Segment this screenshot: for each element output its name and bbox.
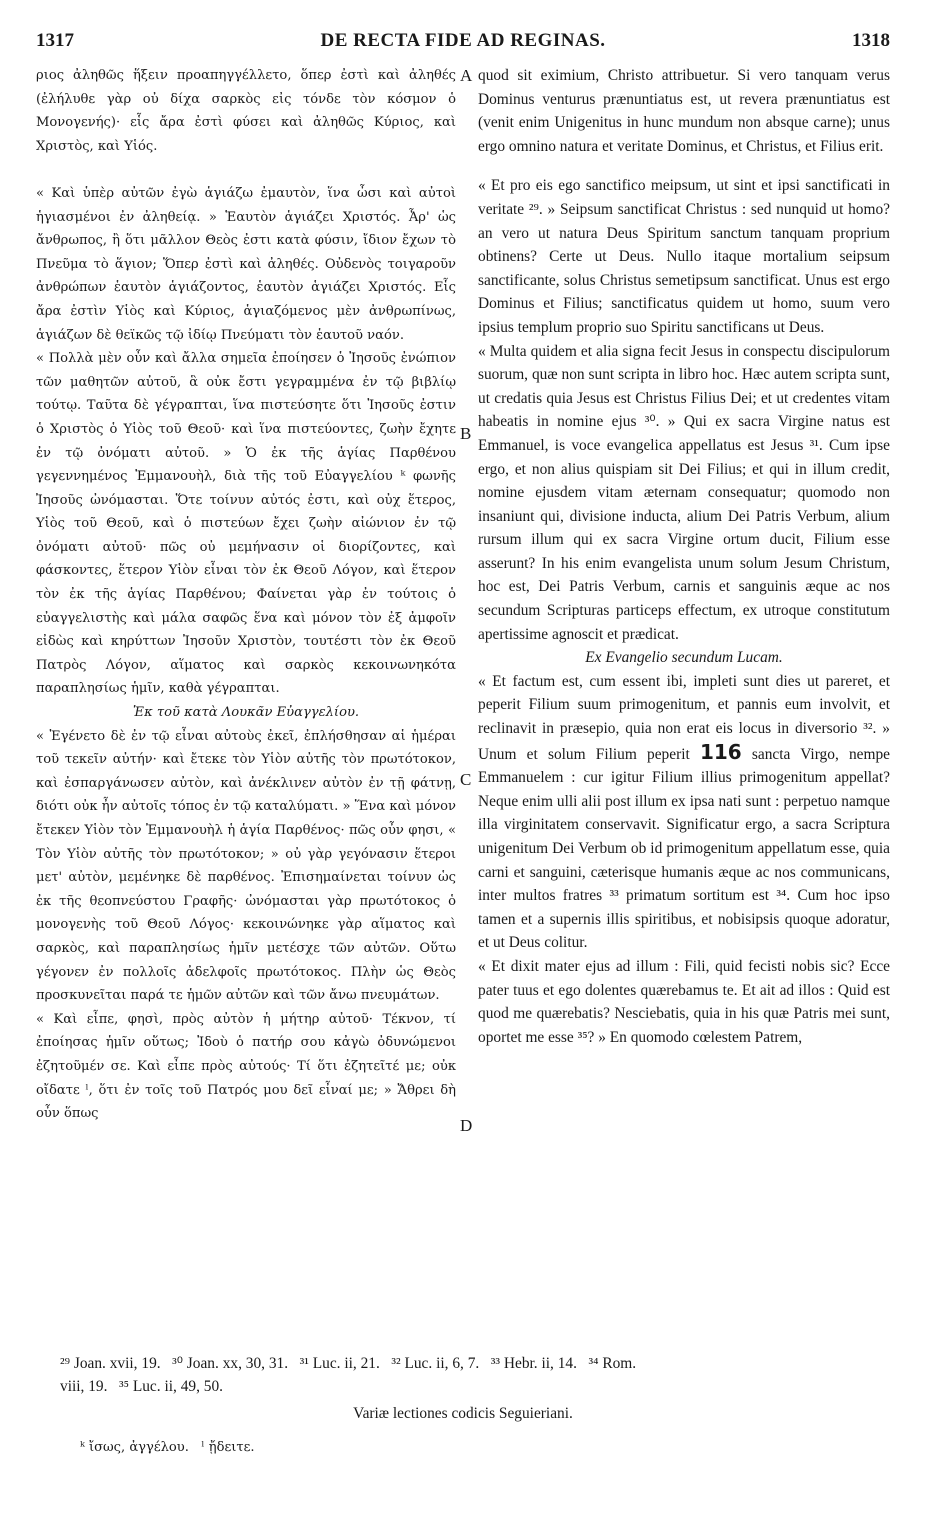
- greek-paragraph-1: ριος ἀληθῶς ἥξειν προαπηγγέλλετο, ὅπερ ἐστὶ καὶ ἀληθές (ἐλήλυθε γὰρ οὐ δίχα σαρκὸς εἰς τόνδε τὸν κόσμον ὁ Μονογενής)· εἷς ἄρα ἐστὶ φύσει καὶ ἀληθῶς Κύριος, καὶ Χριστὸς, καὶ Υἱός.: [36, 68, 456, 154]
- latin-paragraph-3: « Multa quidem et alia signa fecit Jesus in conspectu discipulorum suorum, quæ non sunt scripta in libro hoc. Hæc autem scripta sunt, ut credatis quia Jesus est Christus Filius Dei; et ut credentes vitam habeatis in nomine ejus ³⁰. » Qui ex sacra Virgine natus est Emmanuel, is voce evangelica appellatus est Jesus ³¹. Cum ipse ergo, et non alius quispiam sit Dei Filius; et qui in illum credit, nomine ejusdem vitam æternam consequatur; quomodo non insaniunt qui, divisione inducta, alium Dei Patris Verbum, alium rursum illum qui ex sacra Virgine ortum ducit, Filium esse asserunt? In his enim evangelista unum solum Jesum Christum, hoc est, Dei Patris Verbum, carnis et sanguinis æque ac nos secundum Scripturas particeps effectum, ex utroque constitutum apertissime agnoscit et prædicat.: [478, 342, 890, 643]
- variant-readings-heading: Variæ lectiones codicis Seguieriani.: [353, 1405, 573, 1422]
- latin-paragraph-5: « Et dixit mater ejus ad illum : Fili, quid fecisti nobis sic? Ecce pater tuus et ego dolentes quærebamus te. Et ait ad illos : Quid est quod me quærebatis? Nesciebatis, quia in his quæ Patris mei sunt, oportet me esse ³⁵? » En quomodo cœlestem Patrem,: [478, 957, 890, 1046]
- greek-paragraph-5: « Καὶ εἶπε, φησὶ, πρὸς αὐτὸν ἡ μήτηρ αὐτοῦ· Τέκνον, τί ἐποίησας ἡμῖν οὕτως; Ἰδοὺ ὁ πατήρ σου κἀγὼ ὀδυνώμενοι ἐζητοῦμέν σε. Καὶ εἶπε πρὸς αὐτούς· Τί ὅτι ἐζητεῖτέ με; οὐκ οἴδατε ˡ, ὅτι ἐν τοῖς τοῦ Πατρός μου δεῖ εἶναί με; » Ἄθρει δὴ οὖν ὅπως: [36, 1011, 456, 1122]
- latin-paragraph-4-end: sancta Virgo, nempe Emmanuelem : cur igitur Filium illius primogenitum appellat? Neque enim ulli alii post illum ex ipsa nati sunt : perpetuo namque illa virginitatem conservavit. Significatur ergo, a sacra Scriptura unigenitum Dei Verbum ob id primogenitum appellatum esse, quia carni et sanguini, cæterisque humanis æque ac nos communicans, inter multos fratres ³³ primatum sortitum est ³⁴. Cum hoc ipso tamen et a supernis illis spiritibus, et nobisipsis quoque adoratur, et ut Deus colitur.: [478, 745, 891, 952]
- latin-paragraph-4-start: « Et factum est, cum essent ibi, impleti sunt dies ut pareret, et peperit Filium suum primogenitum, et pannis eum involvit, et reclinavit in præsepio, quia non erat eis locus in diversorio ³². » Unum et solum Filium peperit: [478, 672, 890, 763]
- latin-section-heading: Ex Evangelio secundum Lucam.: [585, 649, 783, 667]
- margin-marker-d: D: [460, 1116, 473, 1135]
- greek-paragraph-3: « Πολλὰ μὲν οὖν καὶ ἄλλα σημεῖα ἐποίησεν ὁ Ἰησοῦς ἐνώπιον τῶν μαθητῶν αὐτοῦ, ἃ οὐκ ἔστι γεγραμμένα ἐν τῷ βιβλίῳ τούτῳ. Ταῦτα δὲ γέγραπται, ἵνα πιστεύσητε ὅτι Ἰησοῦς ἐστιν ὁ Χριστὸς ὁ Υἱὸς τοῦ Θεοῦ· καὶ ἵνα πιστεύοντες, ζωὴν ἔχητε ἐν τῷ ὀνόματι αὐτοῦ. » Ὁ ἐκ τῆς ἁγίας Παρθένου γεγεννημένος Ἐμμανουὴλ, διὰ τῆς τοῦ Εὐαγγελίου ᵏ φωνῆς Ἰησοῦς ὠνόμασται. Ὅτε τοίνυν αὐτός ἐστι, καὶ οὐχ ἕτερος, Υἱὸς τοῦ Θεοῦ, καὶ ὁ πιστεύων ἔχει ζωὴν αἰώνιον ἐν τῷ ὀνόματι αὐτοῦ· πῶς οὐ μεμήνασιν οἱ διορίζοντες, καὶ φάσκοντες, ἕτερον Υἱὸν εἶναι τὸν ἐκ Θεοῦ Λόγον, καὶ ἕτερον τὸν ἐκ τῆς ἁγίας Παρθένου; Φαίνεται γὰρ ἐν τούτοις ὁ εὐαγγελιστὴς καὶ μάλα σαφῶς ἕνα καὶ μόνον τὸν ἐξ ἀμφοῖν εἰδὼς καὶ κηρύττων Ἰησοῦν Χριστὸν, τουτέστι τὸν ἐκ Θεοῦ Πατρὸς Λόγον, αἵματος καὶ σαρκὸς κεκοινωνηκότα παραπλησίως ἡμῖν, καθὰ γέγραπται.: [36, 351, 456, 697]
- greek-paragraph-4: « Ἐγένετο δὲ ἐν τῷ εἶναι αὐτοὺς ἐκεῖ, ἐπλήσθησαν αἱ ἡμέραι τοῦ τεκεῖν αὐτήν· καὶ ἔτεκε τὸν Υἱὸν αὐτῆς τὸν πρωτότοκον, καὶ ἐσπαργάνωσεν αὐτὸν, καὶ ἀνέκλινεν αὐτὸν ἐν τῇ φάτνῃ, διότι οὐκ ἦν αὐτοῖς τόπος ἐν τῷ καταλύματι. » Ἕνα καὶ μόνον ἔτεκεν Υἱὸν τὸν Ἐμμανουὴλ ἡ ἁγία Παρθένος· πῶς οὖν φησι, « Τὸν Υἱὸν αὐτῆς τὸν πρωτότοκον; » οὐ γὰρ γεγόνασιν ἕτεροι μετ' αὐτὸν, μεμένηκε δὲ παρθένος. Ἐπισημαίνεται τοίνυν ὡς ἐκ τῆς θεοπνεύστου Γραφῆς· ὠνόμασται γὰρ πρωτότοκος ὁ μονογενὴς τοῦ Θεοῦ Λόγος· κεκοινώνηκε γὰρ αἵματος καὶ σαρκὸς, καὶ παραπλησίως ἡμῖν μετέσχε τῶν αὐτῶν. Οὕτω γέγονεν ἐν πολλοῖς ἀδελφοῖς πρωτότοκος. Πλὴν ὡς Θεὸς προσκυνεῖται παρά τε ἡμῶν αὐτῶν καὶ τῶν ἄνω πνευμάτων.: [36, 728, 456, 1004]
- margin-marker-c: C: [460, 770, 472, 789]
- greek-column: [36, 64, 456, 1126]
- page-number-right: 1318: [852, 30, 890, 51]
- greek-paragraph-2: « Καὶ ὑπὲρ αὐτῶν ἐγὼ ἁγιάζω ἐμαυτὸν, ἵνα ὦσι καὶ αὐτοὶ ἡγιασμένοι ἐν ἀληθείᾳ. » Ἑαυτὸν ἁγιάζει Χριστός. Ἆρ' ὡς ἄνθρωπος, ἢ ὅτι μᾶλλον Θεὸς ἐστι κατὰ φύσιν, ἴδιον ἔχων τὸ Πνεῦμα τὸ ἅγιον; Ὅπερ ἐστὶ καὶ ἀληθές. Οὐδενὸς τοιγαροῦν ἀνθρώπων ἑαυτὸν ἁγιάζοντος, ἑαυτὸν ἁγιάζει Χριστός. Εἷς ἄρα ἐστὶν Υἱὸς καὶ Κύριος, ἁγιαζόμενος μὲν ἀνθρωπίνως, ἁγιάζων δὲ θεϊκῶς τῷ ἰδίῳ Πνεύματι τὸν ἑαυτοῦ ναόν.: [36, 185, 456, 343]
- margin-marker-b: B: [460, 424, 472, 443]
- footnote-line-1: ²⁹ Joan. xvii, 19. ³⁰ Joan. xx, 30, 31. ³¹ Luc. ii, 21. ³² Luc. ii, 6, 7. ³³ Hebr. ii, 14. ³⁴ Rom.: [60, 1355, 637, 1372]
- page-header: [36, 30, 890, 56]
- running-title: DE RECTA FIDE AD REGINAS.: [320, 30, 606, 51]
- latin-paragraph-2: « Et pro eis ego sanctifico meipsum, ut sint et ipsi sanctificati in veritate ²⁹. » Seipsum sanctificat Christus : sed nunquid ut homo? an vero ut natura Deus Spiritum sanctum tanquam proprium obtinens? Certe ut Deus. Nullo itaque mortalium seipsum sanctificante, solus Christus semetipsum sanctificat. Unus est ergo Dominus et Filius; sanctificatus quidem ut homo, suum vero ipsius templum proprio suo Spiritu sanctificans ut Deus.: [478, 177, 890, 336]
- inline-page-number: 116: [699, 739, 742, 764]
- variant-readings-text: ᵏ ἴσως, ἀγγέλου. ˡ ᾔδειτε.: [80, 1440, 255, 1455]
- latin-paragraph-4: [478, 670, 890, 955]
- footnotes: [60, 1352, 900, 1398]
- margin-marker-a: A: [460, 66, 473, 85]
- variant-readings: [80, 1440, 480, 1455]
- latin-column: [478, 64, 890, 1049]
- page-number-left: 1317: [36, 30, 74, 51]
- footnote-line-2: viii, 19. ³⁵ Luc. ii, 49, 50.: [60, 1378, 224, 1395]
- latin-paragraph-1: quod sit eximium, Christo attribuetur. Si vero tanquam verus Dominus venturus prænuntiatus est, ut revera prænuntiatus est (venit enim Unigenitus in hunc mundum non absque carne); unus ergo omnino natura et veritate Dominus, et Christus, et Filius erit.: [478, 67, 890, 155]
- greek-section-heading: Ἐκ τοῦ κατὰ Λουκᾶν Εὐαγγελίου.: [132, 705, 360, 721]
